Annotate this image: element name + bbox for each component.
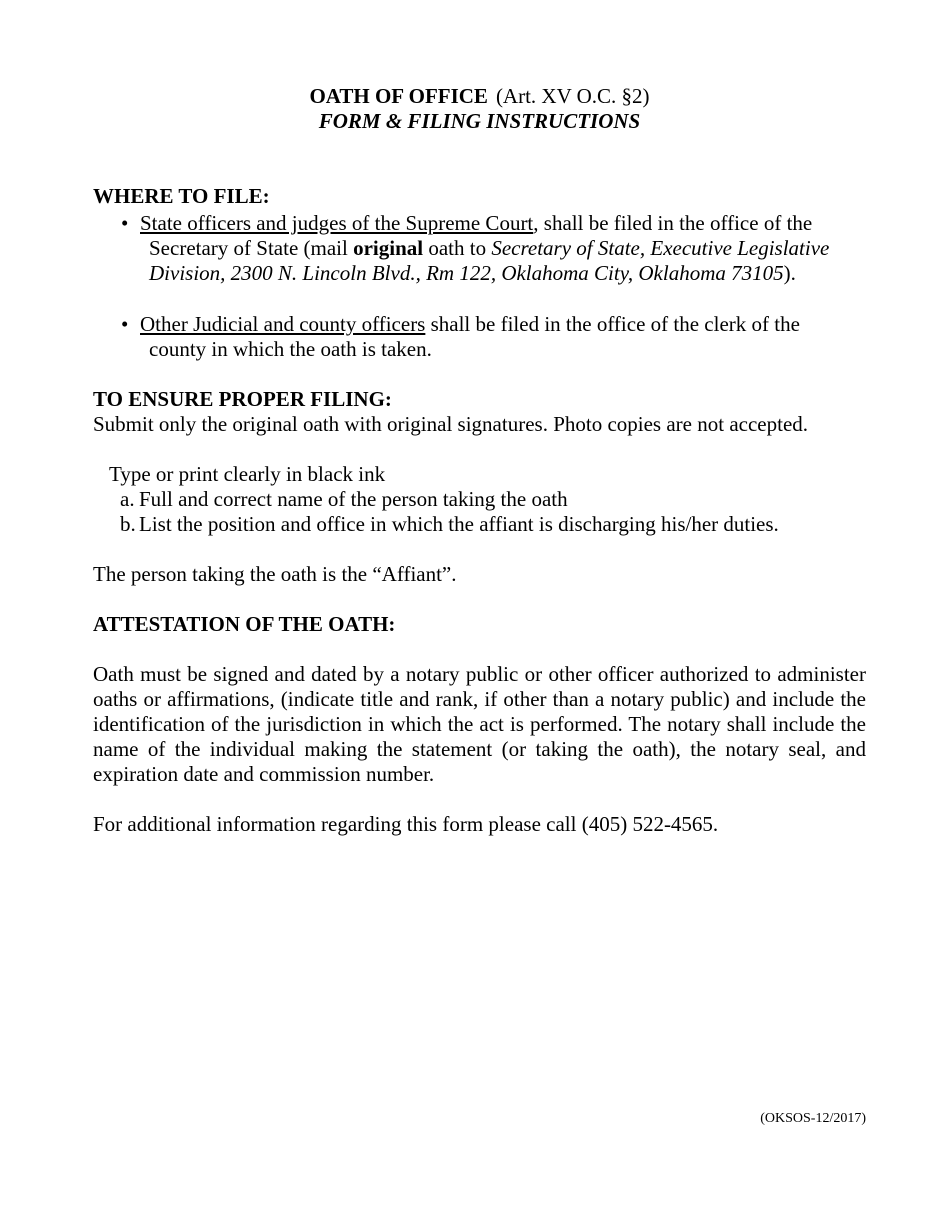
form-code: (OKSOS-12/2017): [760, 1111, 866, 1126]
bullet-line: [140, 312, 866, 337]
where-to-file-heading: WHERE TO FILE:: [93, 184, 270, 208]
list-marker: a.: [120, 487, 135, 511]
bullet-text-part: Secretary of State (mail: [149, 236, 354, 260]
attestation-body: Oath must be signed and dated by a notary public or other officer authorized to administer oaths or affirmations, (indicate title and rank, if other than a notary public) and include the identification of the jurisdiction in which the act is performed. The notary shall include the name of the individual making the statement (or taking the oath), the notary seal, and expiration date and commission number.: [93, 662, 866, 786]
proper-filing-intro: Submit only the original oath with original signatures. Photo copies are not accepted.: [93, 412, 809, 436]
bullet-text-part: shall be filed in the office of the clerk of the: [425, 312, 800, 336]
list-item: [120, 512, 779, 537]
list-marker: b.: [120, 512, 136, 536]
bullet-icon: •: [121, 211, 129, 235]
bullet-line: [140, 337, 866, 362]
proper-filing-heading: TO ENSURE PROPER FILING:: [93, 387, 392, 411]
bullet-text: [140, 211, 866, 286]
bullet-line: [140, 261, 866, 286]
mailing-address-line-2: Division, 2300 N. Lincoln Blvd., Rm 122, Oklahoma City, Oklahoma 73105: [149, 261, 784, 285]
affiant-note: The person taking the oath is the “Affiant”.: [93, 562, 457, 586]
document-subtitle: FORM & FILING INSTRUCTIONS: [318, 109, 641, 133]
title-line: [93, 84, 866, 109]
contact-info: For additional information regarding this form please call (405) 522-4565.: [93, 812, 719, 836]
bullet-text-part: oath to: [423, 236, 492, 260]
bullet-text-part: ).: [783, 261, 796, 285]
state-officers-term: State officers and judges of the Supreme Court: [140, 211, 534, 235]
bullet-text-part: , shall be filed in the office of the: [533, 211, 813, 235]
bullet-icon: •: [121, 312, 129, 336]
county-officers-term: Other Judicial and county officers: [140, 312, 426, 336]
document-page: [93, 0, 866, 1230]
statute-reference: (Art. XV O.C. §2): [495, 84, 650, 108]
list-item-text: List the position and office in which the affiant is discharging his/her duties.: [139, 512, 779, 536]
original-emphasis: original: [353, 236, 424, 260]
bullet-line: [140, 236, 866, 261]
bullet-line: [140, 211, 866, 236]
document-title: OATH OF OFFICE: [309, 84, 488, 108]
bullet-text-part: county in which the oath is taken.: [149, 337, 432, 361]
list-item: [120, 487, 568, 512]
attestation-heading: ATTESTATION OF THE OATH:: [93, 612, 396, 636]
list-item-text: Full and correct name of the person taking the oath: [139, 487, 568, 511]
bullet-text: [140, 312, 866, 362]
mailing-address-line-1: Secretary of State, Executive Legislative: [491, 236, 830, 260]
list-intro: Type or print clearly in black ink: [109, 462, 386, 486]
title-block: [93, 84, 866, 134]
